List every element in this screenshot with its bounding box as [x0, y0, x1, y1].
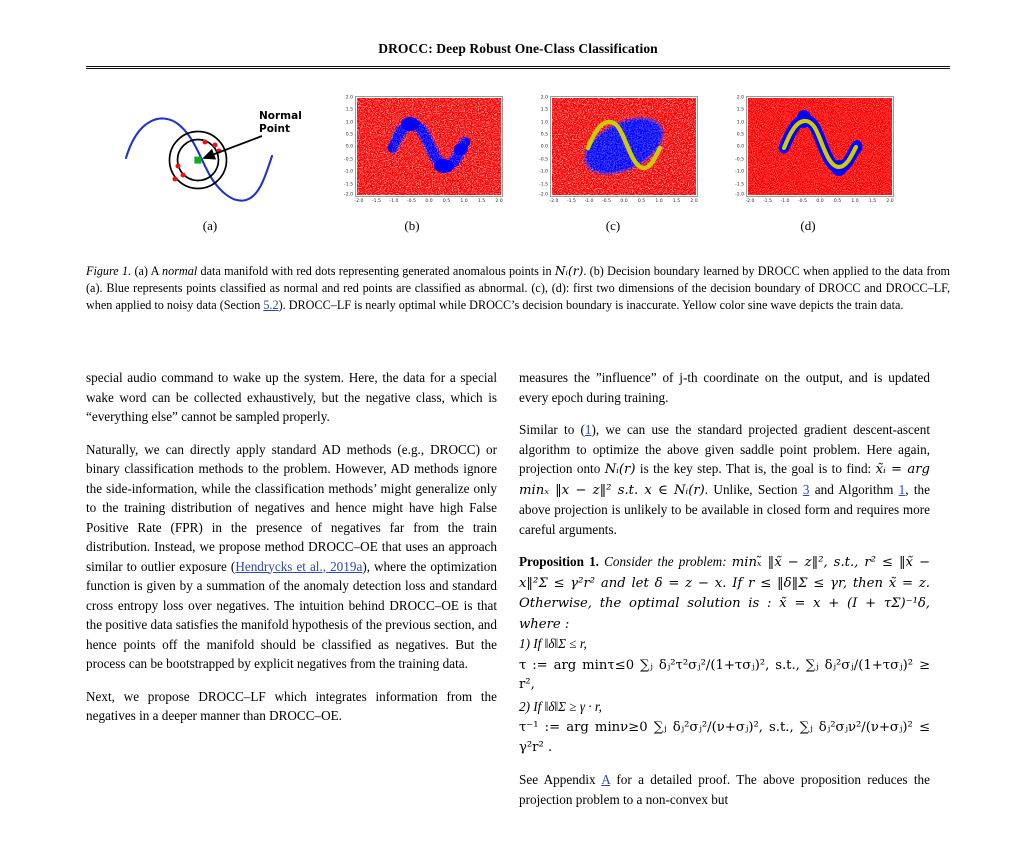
paragraph-right-2-part-c: is the key step. That is, the goal is to find:: [635, 461, 876, 476]
ytick-d-8: -2.0: [735, 192, 744, 198]
ytick-d-0: 2.0: [736, 95, 744, 101]
math-ni-r-inline: Nᵢ(r): [604, 462, 636, 477]
xtick-c-1: -1.5: [566, 198, 576, 204]
xtick-c-6: 1.0: [655, 198, 663, 204]
normal-point-marker: [194, 157, 201, 164]
sublabel-c: (c): [605, 218, 621, 233]
figure-caption-text-1: (a) A: [131, 264, 162, 278]
figure-caption-italic-normal: normal: [162, 264, 198, 278]
figure-caption-text-3: . (b) Decision boundary learned by DROCC when applied to the data from (a). Blue represents points classified as normal and red points are classified as abnormal. (c), (d): first two dimensions of the decision boundary of DROCC and DROCC–LF, when applied to noisy data (Section: [86, 264, 951, 313]
ytick-c-4: 0.0: [540, 144, 548, 150]
ytick-c-7: -1.5: [539, 182, 548, 188]
proposition-1: [519, 552, 930, 757]
axes-d: [735, 95, 894, 204]
ytick-b-5: -0.5: [344, 157, 353, 163]
plotarea-b: [356, 97, 502, 196]
ytick-b-2: 1.0: [345, 120, 353, 126]
proposition-statement-math: minₓ̃ ‖x̃ − z‖², s.t., r² ≤ ‖x̃ − x‖²Σ ≤ γ²r² and let δ = z − x. If r ≤ ‖δ‖Σ ≤ γr, then x̃ = z. Otherwise, the optimal solution is : x̃ = x + (I + τΣ)⁻¹δ, where :: [519, 555, 931, 632]
paragraph-left-3: Next, we propose DROCC–LF which integrates information from the negatives in a deeper manner than DROCC–OE.: [86, 688, 497, 723]
ytick-b-6: -1.0: [344, 169, 353, 175]
figure-sublabels: [86, 218, 950, 240]
ytick-b-7: -1.5: [344, 182, 353, 188]
paragraph-right-last-part-b: for a detailed proof. The above proposition reduces the projection problem to a non-convex but: [519, 772, 931, 807]
proposition-case-1: 1) If ‖δ‖Σ ≤ r,: [519, 636, 587, 651]
ytick-d-3: 0.5: [736, 132, 744, 138]
plotarea-c: [551, 97, 697, 196]
paragraph-right-2: [519, 420, 930, 539]
xtick-b-7: 1.5: [477, 198, 486, 204]
header-rule: [86, 66, 950, 69]
ytick-c-0: 2.0: [540, 95, 548, 101]
normal-point-label-line1: Normal: [259, 110, 302, 122]
ytick-b-3: 0.5: [345, 132, 353, 138]
xtick-b-4: 0.0: [425, 198, 433, 204]
sublabel-a: (a): [202, 218, 218, 233]
paragraph-right-1: measures the ”influence” of j-th coordinate on the output, and is updated every epoch during training.: [519, 370, 930, 405]
xtick-d-5: 0.5: [833, 198, 842, 204]
xtick-d-1: -1.5: [762, 198, 772, 204]
xtick-c-3: -0.5: [601, 198, 611, 204]
citation-hendrycks-2019a[interactable]: Hendrycks et al., 2019a: [235, 558, 363, 574]
sublabel-b: (b): [404, 218, 420, 233]
paragraph-right-2-part-d: . Unlike, Section: [704, 481, 803, 497]
xtick-d-0: -2.0: [745, 198, 755, 204]
ytick-c-1: 1.5: [540, 107, 548, 113]
section-ref-3[interactable]: 3: [802, 481, 810, 497]
sublabel-d: (d): [800, 218, 816, 233]
caption-section-ref-5-2[interactable]: 5.2: [263, 298, 279, 313]
ytick-b-8: -2.0: [344, 192, 353, 198]
xtick-d-6: 1.0: [851, 198, 859, 204]
paragraph-right-2-part-e: and Algorithm: [809, 481, 899, 497]
figure-panel-b: [331, 90, 509, 218]
appendix-ref-a[interactable]: A: [601, 772, 611, 787]
figure-caption-math-ni-r: Nᵢ(r): [554, 264, 584, 278]
ytick-c-6: -1.0: [539, 169, 548, 175]
ytick-c-8: -2.0: [539, 192, 548, 198]
body-column-right: [519, 368, 930, 822]
xtick-d-4: 0.0: [816, 198, 824, 204]
proposition-case-2-math: τ⁻¹ := arg minν≥0 ∑ⱼ δⱼ²σⱼ²/(ν+σⱼ)², s.t., ∑ⱼ δⱼ²σⱼν²/(ν+σⱼ)² ≤ γ²r² .: [519, 720, 930, 755]
ytick-c-5: -0.5: [539, 157, 548, 163]
figure-caption-text-2: data manifold with red dots representing generated anomalous points in: [197, 264, 555, 278]
body-column-left: [86, 368, 497, 739]
ytick-b-0: 2.0: [345, 95, 353, 101]
proposition-lead: Consider the problem:: [604, 554, 727, 569]
callout-arrow: [204, 136, 262, 158]
ytick-b-1: 1.5: [345, 107, 353, 113]
paragraph-left-2-part-a: Naturally, we can directly apply standard AD methods (e.g., DROCC) or binary classification methods to the problem. However, AD methods ignore the side-information, while the classification methods’ might generalize only to the training distribution of negatives and hence might have high False Positive Rate (FPR) in the presence of negatives far from the train distribution. Instead, we propose method DROCC–OE that uses an approach similar to outlier exposure (: [86, 441, 497, 574]
math-projection-goal: x̃ᵢ = arg minₓ ‖x − z‖² s.t. x ∈ Nᵢ(r): [519, 462, 930, 498]
paragraph-right-last-part-a: See Appendix: [519, 772, 602, 787]
xtick-d-3: -0.5: [797, 198, 807, 204]
proposition-title: Proposition 1.: [519, 554, 599, 569]
figure-panel-a: [120, 100, 320, 220]
xtick-c-7: 1.5: [672, 198, 681, 204]
xtick-d-8: 2.0: [886, 198, 894, 204]
xtick-d-7: 1.5: [868, 198, 877, 204]
xtick-b-0: -2.0: [354, 198, 364, 204]
ytick-b-4: 0.0: [345, 144, 353, 150]
figure-caption-label: Figure 1.: [86, 264, 132, 278]
scatter-c: [551, 97, 697, 196]
xtick-b-2: -1.0: [389, 198, 399, 204]
paragraph-right-last: [519, 770, 930, 809]
xtick-b-1: -1.5: [371, 198, 381, 204]
axes-b: [344, 95, 503, 204]
figure-caption: [86, 263, 950, 315]
paragraph-left-2: [86, 440, 497, 674]
xtick-c-0: -2.0: [549, 198, 559, 204]
scatter-b: [356, 97, 502, 196]
ytick-c-2: 1.0: [540, 120, 548, 126]
paragraph-left-2-part-b: ), where the optimization function is given by a summation of the anomaly detection loss and standard cross entropy loss over negatives. The intuition behind DROCC–OE is that the positive data satisfies the manifold hypothesis of the previous section, and hence points off the manifold should be classified as negatives. But the process can be bootstrapped by explicit negatives from the training data.: [86, 558, 497, 671]
proposition-case-2: 2) If ‖δ‖Σ ≥ γ · r,: [519, 698, 602, 714]
paragraph-right-2-part-f: , the above projection is unlikely to be available in closed form and requires more careful arguments.: [519, 481, 930, 537]
figure-caption-text-4: ). DROCC–LF is nearly optimal while DROCC’s decision boundary is inaccurate. Yellow color sine wave depicts the train data.: [278, 298, 904, 313]
xtick-b-5: 0.5: [442, 198, 451, 204]
plotarea-d: [747, 97, 893, 196]
xtick-c-8: 2.0: [690, 198, 698, 204]
xtick-b-6: 1.0: [460, 198, 468, 204]
xtick-b-8: 2.0: [495, 198, 503, 204]
paragraph-left-1: special audio command to wake up the system. Here, the data for a special wake word can be collected exhaustively, but the negative class, which is “everything else” cannot be sampled properly.: [86, 370, 497, 424]
scatter-d: [747, 97, 893, 196]
ytick-d-5: -0.5: [735, 157, 744, 163]
figure-panel-d: [722, 90, 900, 218]
equation-ref-1[interactable]: 1: [584, 422, 592, 437]
normal-point-label-line2: Point: [259, 122, 291, 135]
ytick-d-1: 1.5: [736, 107, 744, 113]
xtick-c-5: 0.5: [637, 198, 646, 204]
xtick-c-4: 0.0: [620, 198, 628, 204]
ytick-d-7: -1.5: [735, 182, 744, 188]
normal-point-label: [259, 110, 302, 135]
page-title: DROCC: Deep Robust One-Class Classification: [378, 41, 658, 56]
ytick-d-2: 1.0: [736, 120, 744, 126]
paragraph-right-2-part-a: Similar to (: [519, 422, 585, 437]
xtick-c-2: -1.0: [584, 198, 594, 204]
figure-1: [86, 90, 950, 240]
ytick-c-3: 0.5: [540, 132, 548, 138]
ytick-d-6: -1.0: [735, 169, 744, 175]
xtick-d-2: -1.0: [780, 198, 790, 204]
figure-panel-c: [526, 90, 704, 218]
axes-c: [539, 95, 698, 204]
ytick-d-4: 0.0: [736, 144, 744, 150]
xtick-b-3: -0.5: [406, 198, 416, 204]
algorithm-ref-1[interactable]: 1: [898, 481, 906, 497]
proposition-case-1-math: τ := arg minτ≤0 ∑ⱼ δⱼ²τ²σⱼ²/(1+τσⱼ)², s.t., ∑ⱼ δⱼ²σⱼ/(1+τσⱼ)² ≥ r²,: [519, 657, 930, 692]
paragraph-right-2-part-b: ), we can use the standard projected gradient descent-ascent algorithm to optimize the above given saddle point problem. Here again, projection onto: [519, 422, 930, 476]
